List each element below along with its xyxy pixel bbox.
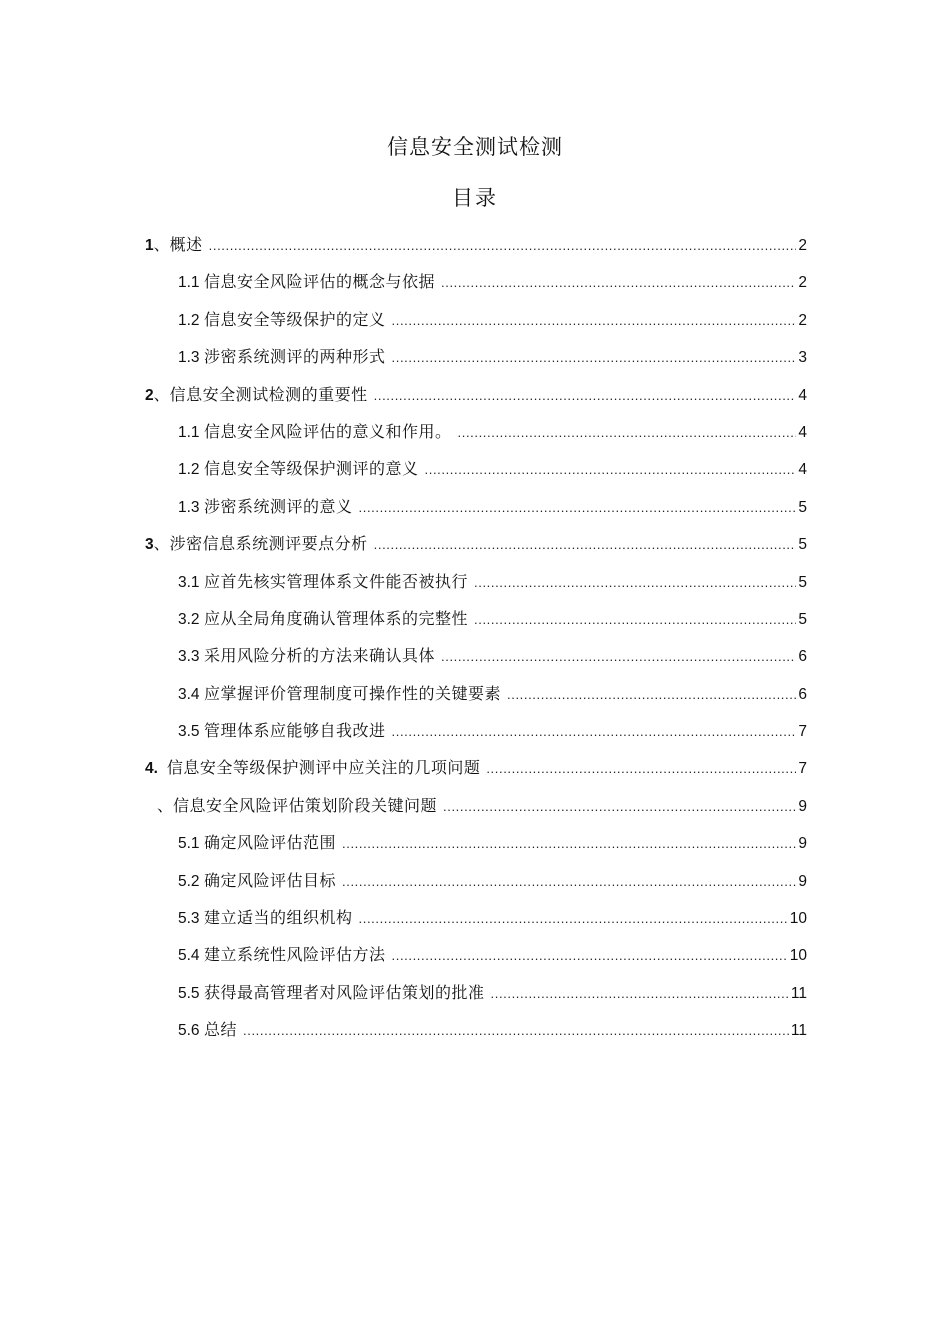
toc-entry-title: 确定风险评估目标 — [204, 870, 337, 890]
toc-page-number: 5 — [798, 498, 807, 516]
toc-dot-leader — [474, 569, 796, 597]
toc-entry-number: 5.2 — [178, 872, 200, 890]
toc-entry-title: 信息安全风险评估的意义和作用。 — [204, 421, 452, 441]
toc-page-number: 3 — [798, 349, 807, 367]
toc-entry-title: 信息安全测试检测的重要性 — [169, 384, 368, 404]
toc-entry-number: 4. — [145, 760, 158, 778]
toc-entry-number: 3.3 — [178, 648, 200, 666]
toc-dot-leader — [458, 419, 797, 447]
toc-entry[interactable] — [145, 530, 807, 567]
toc-entry-number: 1.1 — [178, 274, 200, 292]
toc-entry-number: 3.5 — [178, 723, 200, 741]
toc-entry-number: 3.1 — [178, 573, 200, 591]
toc-dot-leader — [491, 980, 789, 1008]
toc-dot-leader — [342, 830, 796, 858]
toc-entry-title: 应掌握评价管理制度可操作性的关键要素 — [204, 683, 502, 703]
toc-entry-separator: 、 — [157, 797, 174, 815]
toc-entry-title: 应从全局角度确认管理体系的完整性 — [204, 608, 469, 628]
toc-page-number: 2 — [798, 237, 807, 254]
toc-entry[interactable] — [145, 418, 807, 455]
toc-entry[interactable] — [145, 1016, 807, 1053]
table-of-contents — [145, 231, 807, 1054]
toc-entry[interactable] — [145, 792, 807, 829]
toc-entry[interactable] — [145, 829, 807, 866]
toc-page-number: 9 — [798, 835, 807, 853]
toc-entry[interactable] — [145, 343, 807, 380]
toc-entry-number: 1.1 — [178, 423, 200, 441]
toc-entry[interactable] — [145, 605, 807, 642]
toc-page-number: 4 — [798, 461, 807, 479]
toc-entry-title: 信息安全等级保护测评中应关注的几项问题 — [166, 758, 481, 778]
toc-entry-number: 1.2 — [178, 461, 200, 479]
toc-page-number: 5 — [798, 536, 807, 554]
toc-entry-number: 5.6 — [178, 1022, 200, 1040]
toc-entry-title: 涉密系统测评的两种形式 — [204, 347, 386, 367]
toc-entry-title: 信息安全等级保护的定义 — [204, 309, 386, 329]
toc-entry-title: 采用风险分析的方法来确认具体 — [204, 646, 436, 666]
toc-entry-number: 5.3 — [178, 910, 200, 928]
toc-page-number: 9 — [798, 872, 807, 890]
toc-dot-leader — [425, 456, 797, 484]
toc-entry-number: 1.2 — [178, 311, 200, 329]
toc-dot-leader — [392, 942, 788, 970]
toc-entry[interactable] — [145, 306, 807, 343]
toc-dot-leader — [392, 718, 797, 746]
toc-page-number: 10 — [789, 910, 807, 928]
toc-entry-number: 5.5 — [178, 984, 200, 1002]
toc-entry-separator: 、 — [153, 386, 170, 404]
toc-page-number: 11 — [790, 984, 807, 1002]
toc-dot-leader — [441, 269, 796, 297]
toc-entry[interactable] — [145, 381, 807, 418]
toc-page-number: 4 — [798, 386, 807, 404]
toc-entry-number: 1.3 — [178, 349, 200, 367]
toc-dot-leader — [359, 905, 788, 933]
toc-entry-title: 总结 — [204, 1020, 238, 1040]
toc-entry[interactable] — [145, 754, 807, 791]
toc-entry[interactable] — [145, 568, 807, 605]
toc-entry-number: 1.3 — [178, 498, 200, 516]
toc-entry-number: 5.1 — [178, 835, 200, 853]
toc-dot-leader — [243, 1017, 789, 1045]
toc-dot-leader — [486, 755, 796, 783]
toc-dot-leader — [392, 344, 797, 372]
toc-page-number: 5 — [798, 610, 807, 628]
toc-dot-leader — [374, 382, 797, 410]
toc-entry-title: 管理体系应能够自我改进 — [204, 721, 386, 741]
toc-entry-number: 1 — [145, 237, 154, 254]
toc-entry-title: 信息安全风险评估的概念与依据 — [204, 272, 436, 292]
toc-page-number: 6 — [798, 648, 807, 666]
toc-entry-title: 信息安全等级保护测评的意义 — [204, 459, 419, 479]
toc-heading: 目录 — [452, 186, 498, 210]
toc-entry[interactable] — [145, 941, 807, 978]
toc-page-number: 10 — [789, 947, 807, 965]
toc-entry-title: 获得最高管理者对风险评估策划的批准 — [204, 982, 485, 1002]
toc-entry-number: 3.2 — [178, 610, 200, 628]
document-title: 信息安全测试检测 — [387, 135, 563, 159]
toc-page-number: 7 — [798, 723, 807, 741]
toc-page-number: 2 — [798, 311, 807, 329]
toc-page-number: 7 — [798, 760, 807, 778]
toc-entry-title: 涉密系统测评的意义 — [204, 496, 353, 516]
toc-entry[interactable] — [145, 867, 807, 904]
toc-entry-separator — [158, 755, 167, 783]
toc-dot-leader — [359, 494, 797, 522]
toc-dot-leader — [507, 681, 796, 709]
toc-entry[interactable] — [145, 493, 807, 530]
toc-entry-title: 建立适当的组织机构 — [204, 908, 353, 928]
toc-entry-number: 3.4 — [178, 685, 200, 703]
toc-dot-leader — [342, 868, 796, 896]
toc-entry-title: 建立系统性风险评估方法 — [204, 945, 386, 965]
toc-entry-number: 3 — [145, 536, 154, 554]
toc-dot-leader — [374, 531, 797, 559]
toc-entry[interactable] — [145, 642, 807, 679]
toc-entry-title: 涉密信息系统测评要点分析 — [169, 534, 368, 554]
toc-entry[interactable] — [145, 904, 807, 941]
toc-page-number: 9 — [798, 797, 807, 815]
toc-entry-title: 信息安全风险评估策划阶段关键问题 — [173, 795, 438, 815]
toc-page-number: 6 — [798, 685, 807, 703]
toc-dot-leader — [443, 793, 796, 821]
toc-entry-title: 应首先核实管理体系文件能否被执行 — [204, 571, 469, 591]
toc-entry[interactable] — [145, 231, 807, 268]
toc-entry-number: 5.4 — [178, 947, 200, 965]
toc-entry[interactable] — [145, 979, 807, 1016]
toc-entry-title: 确定风险评估范围 — [204, 833, 337, 853]
toc-page-number: 4 — [798, 423, 807, 441]
toc-entry-title: 概述 — [169, 235, 203, 254]
toc-entry[interactable] — [145, 455, 807, 492]
toc-dot-leader — [392, 307, 797, 335]
toc-dot-leader — [209, 232, 797, 260]
toc-page-number: 11 — [790, 1022, 807, 1040]
toc-entry[interactable] — [145, 680, 807, 717]
toc-entry-number: 2 — [145, 386, 154, 404]
toc-entry-separator: 、 — [153, 237, 170, 254]
toc-entry[interactable] — [145, 268, 807, 305]
toc-entry[interactable] — [145, 717, 807, 754]
toc-dot-leader — [441, 643, 796, 671]
toc-entry-separator: 、 — [153, 536, 170, 554]
toc-dot-leader — [474, 606, 796, 634]
toc-page-number: 5 — [798, 573, 807, 591]
toc-page-number: 2 — [798, 274, 807, 292]
